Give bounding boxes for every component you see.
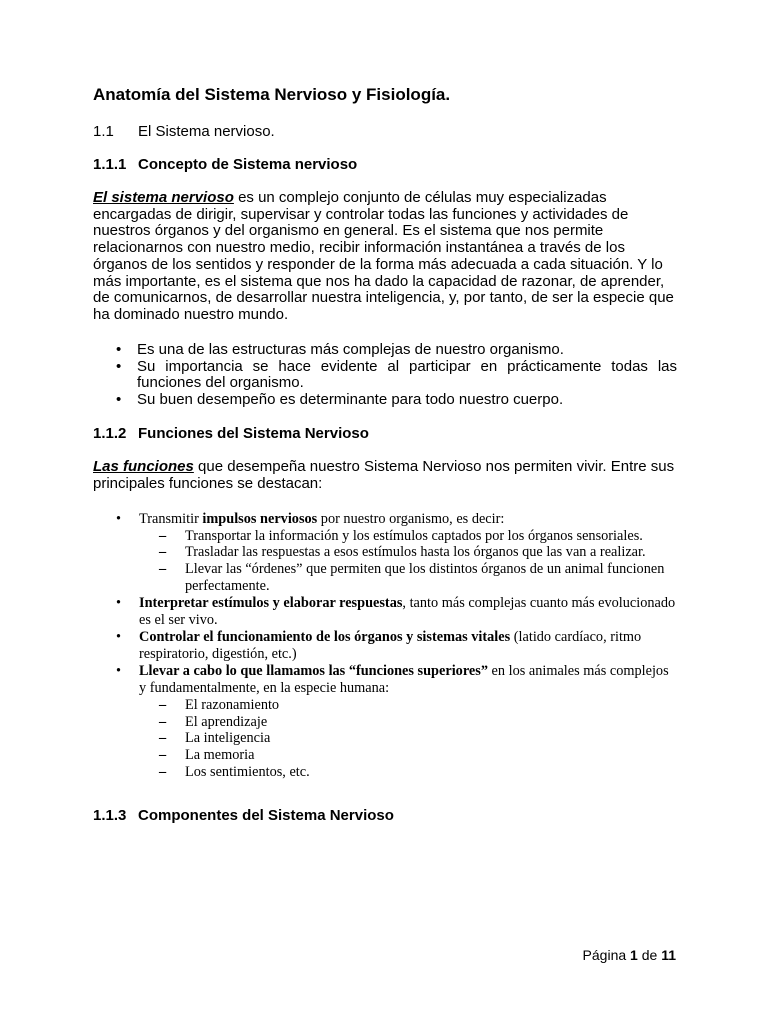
item-text: Transmitir	[139, 510, 203, 527]
section-label: Funciones del Sistema Nervioso	[138, 425, 369, 443]
concept-paragraph	[93, 190, 677, 324]
functions-list	[93, 511, 677, 782]
list-item: • Su importancia se hace evidente al participar en prácticamente todas las funciones del organismo.	[93, 359, 677, 393]
item-text: (latido cardíaco, ritmo respiratorio, digestión, etc.)	[139, 629, 642, 662]
sub-list	[139, 528, 677, 596]
section-label: Componentes del Sistema Nervioso	[138, 807, 394, 825]
item-bold-text: Controlar el funcionamiento de los órganos y sistemas vitales	[139, 629, 511, 645]
sub-list-item: – Los sentimientos, etc.	[139, 764, 677, 781]
item-text: en los animales más complejos y fundamentalmente, en la especie humana:	[139, 662, 669, 696]
sub-list-item: – La memoria	[139, 747, 677, 764]
footer-prefix: Página	[582, 947, 631, 963]
section-number: 1.1.1	[93, 156, 127, 173]
sub-list-item: – Trasladar las respuestas a esos estímulos hasta los órganos que las van a realizar.	[139, 544, 677, 561]
section-label: Concepto de Sistema nervioso	[138, 156, 358, 173]
sub-list-item: – El razonamiento	[139, 697, 677, 714]
sub-list-item: – La inteligencia	[139, 730, 677, 747]
concept-lead: El sistema nervioso	[93, 189, 234, 206]
list-item: • Es una de las estructuras más complejas de nuestro organismo.	[93, 342, 677, 359]
section-heading-1-1-3	[93, 807, 677, 825]
current-page-number: 1	[630, 947, 638, 963]
footer-separator: de	[637, 947, 662, 963]
page-footer	[500, 946, 676, 964]
list-item	[93, 511, 677, 596]
functions-paragraph	[93, 459, 677, 492]
sub-list-item: – Transportar la información y los estímulos captados por los órganos sensoriales.	[139, 528, 677, 545]
list-item	[93, 629, 677, 663]
list-item: • Su buen desempeño es determinante para todo nuestro cuerpo.	[93, 392, 677, 409]
section-number: 1.1	[93, 123, 114, 140]
section-heading-1-1-2	[93, 425, 677, 443]
item-text: por nuestro organismo, es decir:	[317, 510, 505, 527]
list-item	[93, 663, 677, 781]
section-number: 1.1.3	[93, 807, 127, 825]
sub-list-item: – El aprendizaje	[139, 714, 677, 731]
item-bold-text: Interpretar estímulos y elaborar respuestas	[139, 595, 403, 612]
document-title: Anatomía del Sistema Nervioso y Fisiología.	[93, 85, 451, 104]
concept-bullet-list	[93, 342, 677, 410]
total-pages: 11	[661, 947, 676, 963]
item-bold-text: Llevar a cabo lo que llamamos las “funciones superiores”	[139, 662, 488, 679]
list-item	[93, 595, 677, 629]
functions-body: que desempeña nuestro Sistema Nervioso nos permiten vivir. Entre sus principales funciones se destacan:	[93, 458, 675, 492]
section-heading-1-1	[93, 123, 677, 141]
page-content	[93, 84, 677, 825]
item-text: , tanto más complejas cuanto más evolucionado es el ser vivo.	[139, 595, 676, 629]
concept-body: es un complejo conjunto de células muy especializadas encargadas de dirigir, supervisar y controlar todas las funciones y actividades de nuestros órganos y del organismo en general. Es el sistema que nos permite relacionarnos con nuestro medio, recibir información instantánea a través de los órganos de los sentidos y responder de la forma más adecuada a cada situación. Y lo más importante, es el sistema que nos ha dado la capacidad de razonar, de aprender, de comunicarnos, de desarrollar nuestra inteligencia, y, por tanto, de ser la especie que ha dominado nuestro mundo.	[93, 189, 674, 323]
sub-list-item: – Llevar las “órdenes” que permiten que los distintos órganos de un animal funcionen perfectamente.	[139, 561, 677, 595]
sub-list	[139, 697, 677, 782]
item-bold-text: impulsos nerviosos	[202, 510, 318, 527]
section-label: El Sistema nervioso.	[138, 123, 275, 140]
functions-lead: Las funciones	[93, 458, 194, 476]
section-heading-1-1-1	[93, 156, 677, 174]
section-number: 1.1.2	[93, 425, 127, 443]
